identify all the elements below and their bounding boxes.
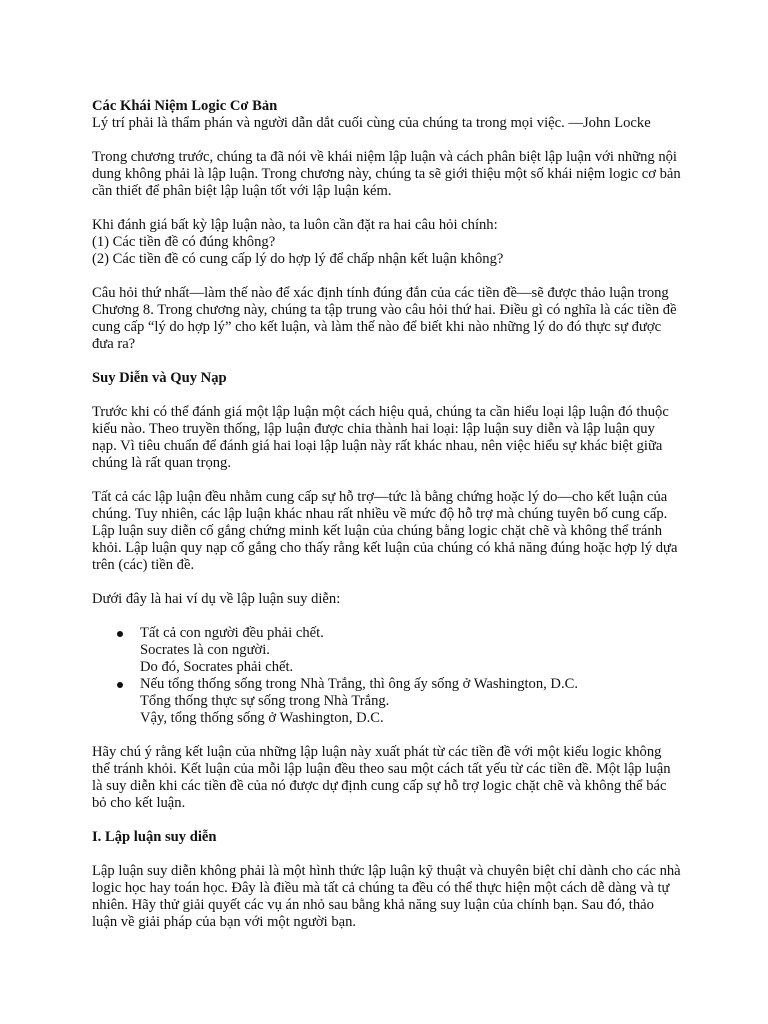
question-1: (1) Các tiền đề có đúng không? bbox=[92, 234, 276, 250]
example-2-premise-1: Nếu tổng thống sống trong Nhà Trắng, thì ông ấy sống ở Washington, D.C. bbox=[140, 676, 579, 692]
document-title: Các Khái Niệm Logic Cơ Bản bbox=[92, 98, 278, 114]
examples-list bbox=[92, 625, 682, 727]
list-item bbox=[117, 676, 682, 727]
questions-lead: Khi đánh giá bất kỳ lập luận nào, ta luôn cần đặt ra hai câu hỏi chính: bbox=[92, 217, 498, 233]
example-1-premise-2: Socrates là con người. bbox=[140, 642, 270, 658]
section-heading-deduction-induction: Suy Diễn và Quy Nạp bbox=[92, 370, 227, 386]
epigraph: Lý trí phải là thẩm phán và người dẫn dắt cuối cùng của chúng ta trong mọi việc. —John Locke bbox=[92, 115, 651, 131]
section-heading-deductive-reasoning: I. Lập luận suy diễn bbox=[92, 829, 217, 845]
list-item bbox=[117, 625, 682, 676]
example-1-premise-1: Tất cả con người đều phải chết. bbox=[140, 625, 324, 641]
examples-note: Hãy chú ý rằng kết luận của những lập luận này xuất phát từ các tiền đề với một kiểu logic không thể tránh khỏi. Kết luận của mỗi lập luận đều theo sau một cách tất yếu từ các tiền đề. Một lập luận là suy diễn khi các tiền đề của nó được dự định cung cấp sự hỗ trợ logic chặt chẽ và không thể bác bỏ cho kết luận. bbox=[92, 744, 671, 811]
document-body bbox=[92, 98, 682, 948]
section1-paragraph-2: Tất cả các lập luận đều nhằm cung cấp sự hỗ trợ—tức là bằng chứng hoặc lý do—cho kết luận của chúng. Tuy nhiên, các lập luận khác nhau rất nhiều về mức độ hỗ trợ mà chúng tuyên bố cung cấp. Lập luận suy diễn cố gắng chứng minh kết luận của chúng bằng logic chặt chẽ và không thể tránh khỏi. Lập luận quy nạp cố gắng cho thấy rằng kết luận của chúng có khả năng đúng hoặc hợp lý dựa trên (các) tiền đề. bbox=[92, 489, 678, 573]
question-2: (2) Các tiền đề có cung cấp lý do hợp lý để chấp nhận kết luận không? bbox=[92, 251, 504, 267]
example-2-premise-2: Tổng thống thực sự sống trong Nhà Trắng. bbox=[140, 693, 390, 709]
bullet-icon bbox=[117, 631, 123, 637]
section1-paragraph-1: Trước khi có thể đánh giá một lập luận một cách hiệu quả, chúng ta cần hiểu loại lập luận đó thuộc kiểu nào. Theo truyền thống, lập luận được chia thành hai loại: lập luận suy diễn và lập luận quy nạp. Vì tiêu chuẩn để đánh giá hai loại lập luận này rất khác nhau, nên việc hiểu sự khác biệt giữa chúng là rất quan trọng. bbox=[92, 404, 669, 471]
bullet-icon bbox=[117, 682, 123, 688]
questions-paragraph: Câu hỏi thứ nhất—làm thế nào để xác định tính đúng đắn của các tiền đề—sẽ được thảo luận trong Chương 8. Trong chương này, chúng ta tập trung vào câu hỏi thứ hai. Điều gì có nghĩa là các tiền đề cung cấp “lý do hợp lý” cho kết luận, và làm thế nào để biết khi nào những lý do đó thực sự được đưa ra? bbox=[92, 285, 677, 352]
intro-paragraph: Trong chương trước, chúng ta đã nói về khái niệm lập luận và cách phân biệt lập luận với những nội dung không phải là lập luận. Trong chương này, chúng ta sẽ giới thiệu một số khái niệm logic cơ bản cần thiết để phân biệt lập luận tốt với lập luận kém. bbox=[92, 149, 681, 199]
examples-intro: Dưới đây là hai ví dụ về lập luận suy diễn: bbox=[92, 591, 341, 607]
section2-paragraph-1: Lập luận suy diễn không phải là một hình thức lập luận kỹ thuật và chuyên biệt chỉ dành cho các nhà logic học hay toán học. Đây là điều mà tất cả chúng ta đều có thể thực hiện một cách dễ dàng và tự nhiên. Hãy thử giải quyết các vụ án nhỏ sau bằng khả năng suy luận của chính bạn. Sau đó, thảo luận về giải pháp của bạn với một người bạn. bbox=[92, 863, 681, 930]
example-1-conclusion: Do đó, Socrates phải chết. bbox=[140, 659, 294, 675]
example-2-conclusion: Vậy, tổng thống sống ở Washington, D.C. bbox=[140, 710, 384, 726]
questions-block bbox=[92, 217, 682, 268]
